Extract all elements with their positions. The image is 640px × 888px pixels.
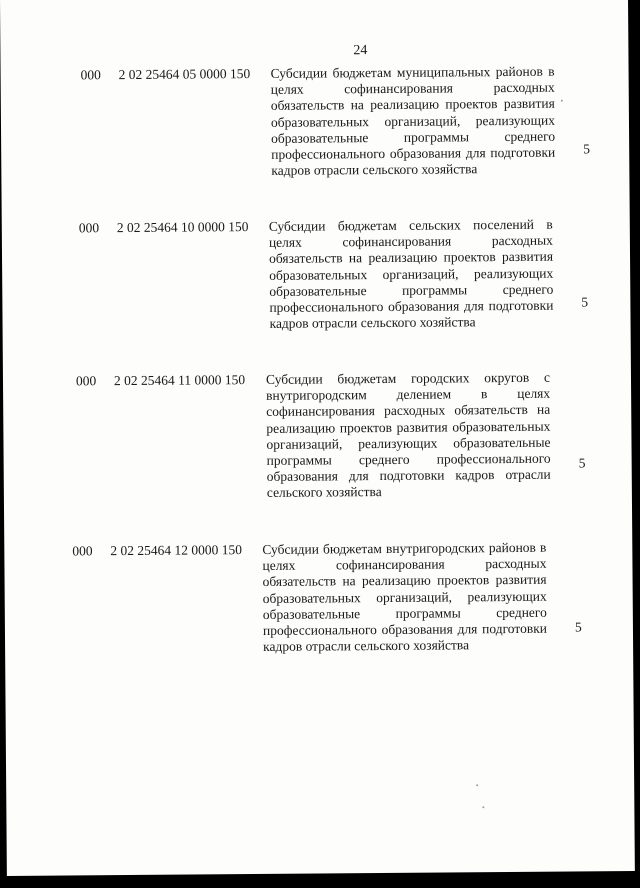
revenue-description: Субсидии бюджетам внутригородских районов в целях софинансирования расходных обязательств на реализацию проектов развития образовательных организаций, реализующих образовательные программы среднего профессионального образования для подготовки кадров отрасли сельского хозяйства	[262, 539, 548, 655]
amount-value: 5	[574, 619, 582, 635]
admin-code: 000	[75, 373, 97, 389]
budget-classification-code: 2 02 25464 05 0000 150	[118, 66, 251, 83]
amount-value: 5	[581, 294, 589, 310]
admin-code: 000	[78, 220, 100, 236]
scan-speck	[482, 806, 484, 808]
revenue-description: Субсидии бюджетам сельских поселений в целях софинансирования расходных обязательств на реализацию проектов развития образовательных организаций, реализующих образовательные программы среднего профессионального образования для подготовки кадров отрасли сельского хозяйства	[268, 216, 554, 332]
budget-classification-code: 2 02 25464 11 0000 150	[113, 372, 246, 389]
amount-value: 5	[578, 455, 586, 471]
budget-classification-code: 2 02 25464 10 0000 150	[116, 219, 249, 236]
admin-code: 000	[72, 543, 93, 559]
page-number: 24	[353, 43, 368, 59]
budget-classification-code: 2 02 25464 12 0000 150	[110, 542, 243, 559]
scan-speck	[476, 784, 478, 786]
admin-code: 000	[80, 67, 101, 83]
amount-value: 5	[583, 141, 590, 157]
scan-speck	[561, 100, 563, 102]
revenue-description: Субсидии бюджетам муниципальных районов в целях софинансирования расходных обязательств на реализацию проектов развития образовательных организаций, реализующих образовательные программы среднего профессионального образования для подготовки кадров отрасли сельского хозяйства	[270, 63, 556, 179]
revenue-description: Субсидии бюджетам городских округов с внутригородским делением в целях софинансирования расходных обязательств на реализацию проектов развития образовательных организаций, реализующих образовательные программы среднего профессионального образования для подготовки кадров отрасли сельского хозяйства	[265, 369, 551, 501]
